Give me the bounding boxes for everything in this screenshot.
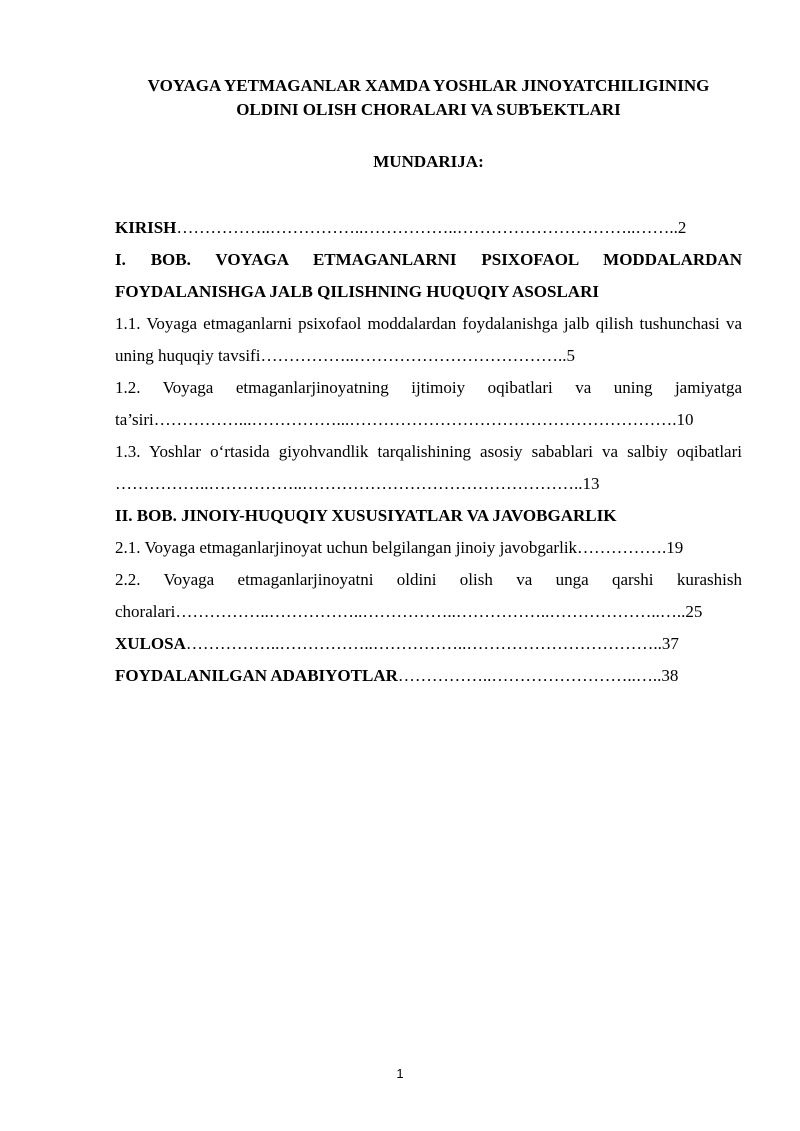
page-number: 1	[396, 1066, 404, 1081]
title-line-2: OLDINI OLISH CHORALARI VA SUBЪEKTLARI	[236, 100, 621, 119]
toc-entry-section-2-1: 2.1. Voyaga etmaganlarjinoyat uchun belgilangan jinoiy javobgarlik…………….19	[115, 538, 684, 557]
document-page	[115, 74, 742, 692]
toc-entry-section-1-1: 1.1. Voyaga etmaganlarni psixofaol moddalardan foydalanishga jalb qilish tushunchasi va uning huquqiy tavsifi……………..………………………………..5	[115, 314, 742, 365]
toc-entry-chapter-2: II. BOB. JINOIY-HUQUQIY XUSUSIYATLAR VA JAVOBGARLIK	[115, 506, 617, 525]
title-line-1: VOYAGA YETMAGANLAR XAMDA YOSHLAR JINOYATCHILIGINING	[147, 76, 710, 95]
toc-entry-leader: ……………..……………..……………..…………………………..……..2	[176, 218, 687, 237]
toc-entry-label: FOYDALANILGAN ADABIYOTLAR	[115, 666, 398, 685]
toc-entry-section-1-3: 1.3. Yoshlar o‘rtasida giyohvandlik tarqalishining asosiy sabablari va salbiy oqibatlari ……………..……………..…………………………………………..13	[115, 442, 742, 493]
document-title	[115, 74, 742, 122]
toc-entry-chapter-1: I. BOB. VOYAGA ETMAGANLARNI PSIXOFAOL MODDALARDAN FOYDALANISHGA JALB QILISHNING HUQUQIY ASOSLARI	[115, 250, 742, 301]
table-of-contents	[115, 212, 742, 692]
toc-entry-xulosa	[115, 628, 742, 660]
toc-entry-leader: ……………..……………..……………..……………………………..37	[185, 634, 679, 653]
toc-entry-section-1-2: 1.2. Voyaga etmaganlarjinoyatning ijtimoiy oqibatlari va uning jamiyatga ta’siri……………...……………...………………………………………………….10	[115, 378, 742, 429]
toc-entry-label: KIRISH	[115, 218, 177, 237]
toc-entry-kirish	[115, 212, 742, 244]
toc-entry-section-2-2: 2.2. Voyaga etmaganlarjinoyatni oldini olish va unga qarshi kurashish choralari……………..……………..……………..……………..………………..…..25	[115, 570, 742, 621]
toc-entry-label: XULOSA	[115, 634, 186, 653]
toc-entry-adabiyotlar	[115, 660, 742, 692]
toc-heading: MUNDARIJA:	[373, 152, 484, 171]
toc-entry-leader: ……………..……………………..…..38	[397, 666, 679, 685]
